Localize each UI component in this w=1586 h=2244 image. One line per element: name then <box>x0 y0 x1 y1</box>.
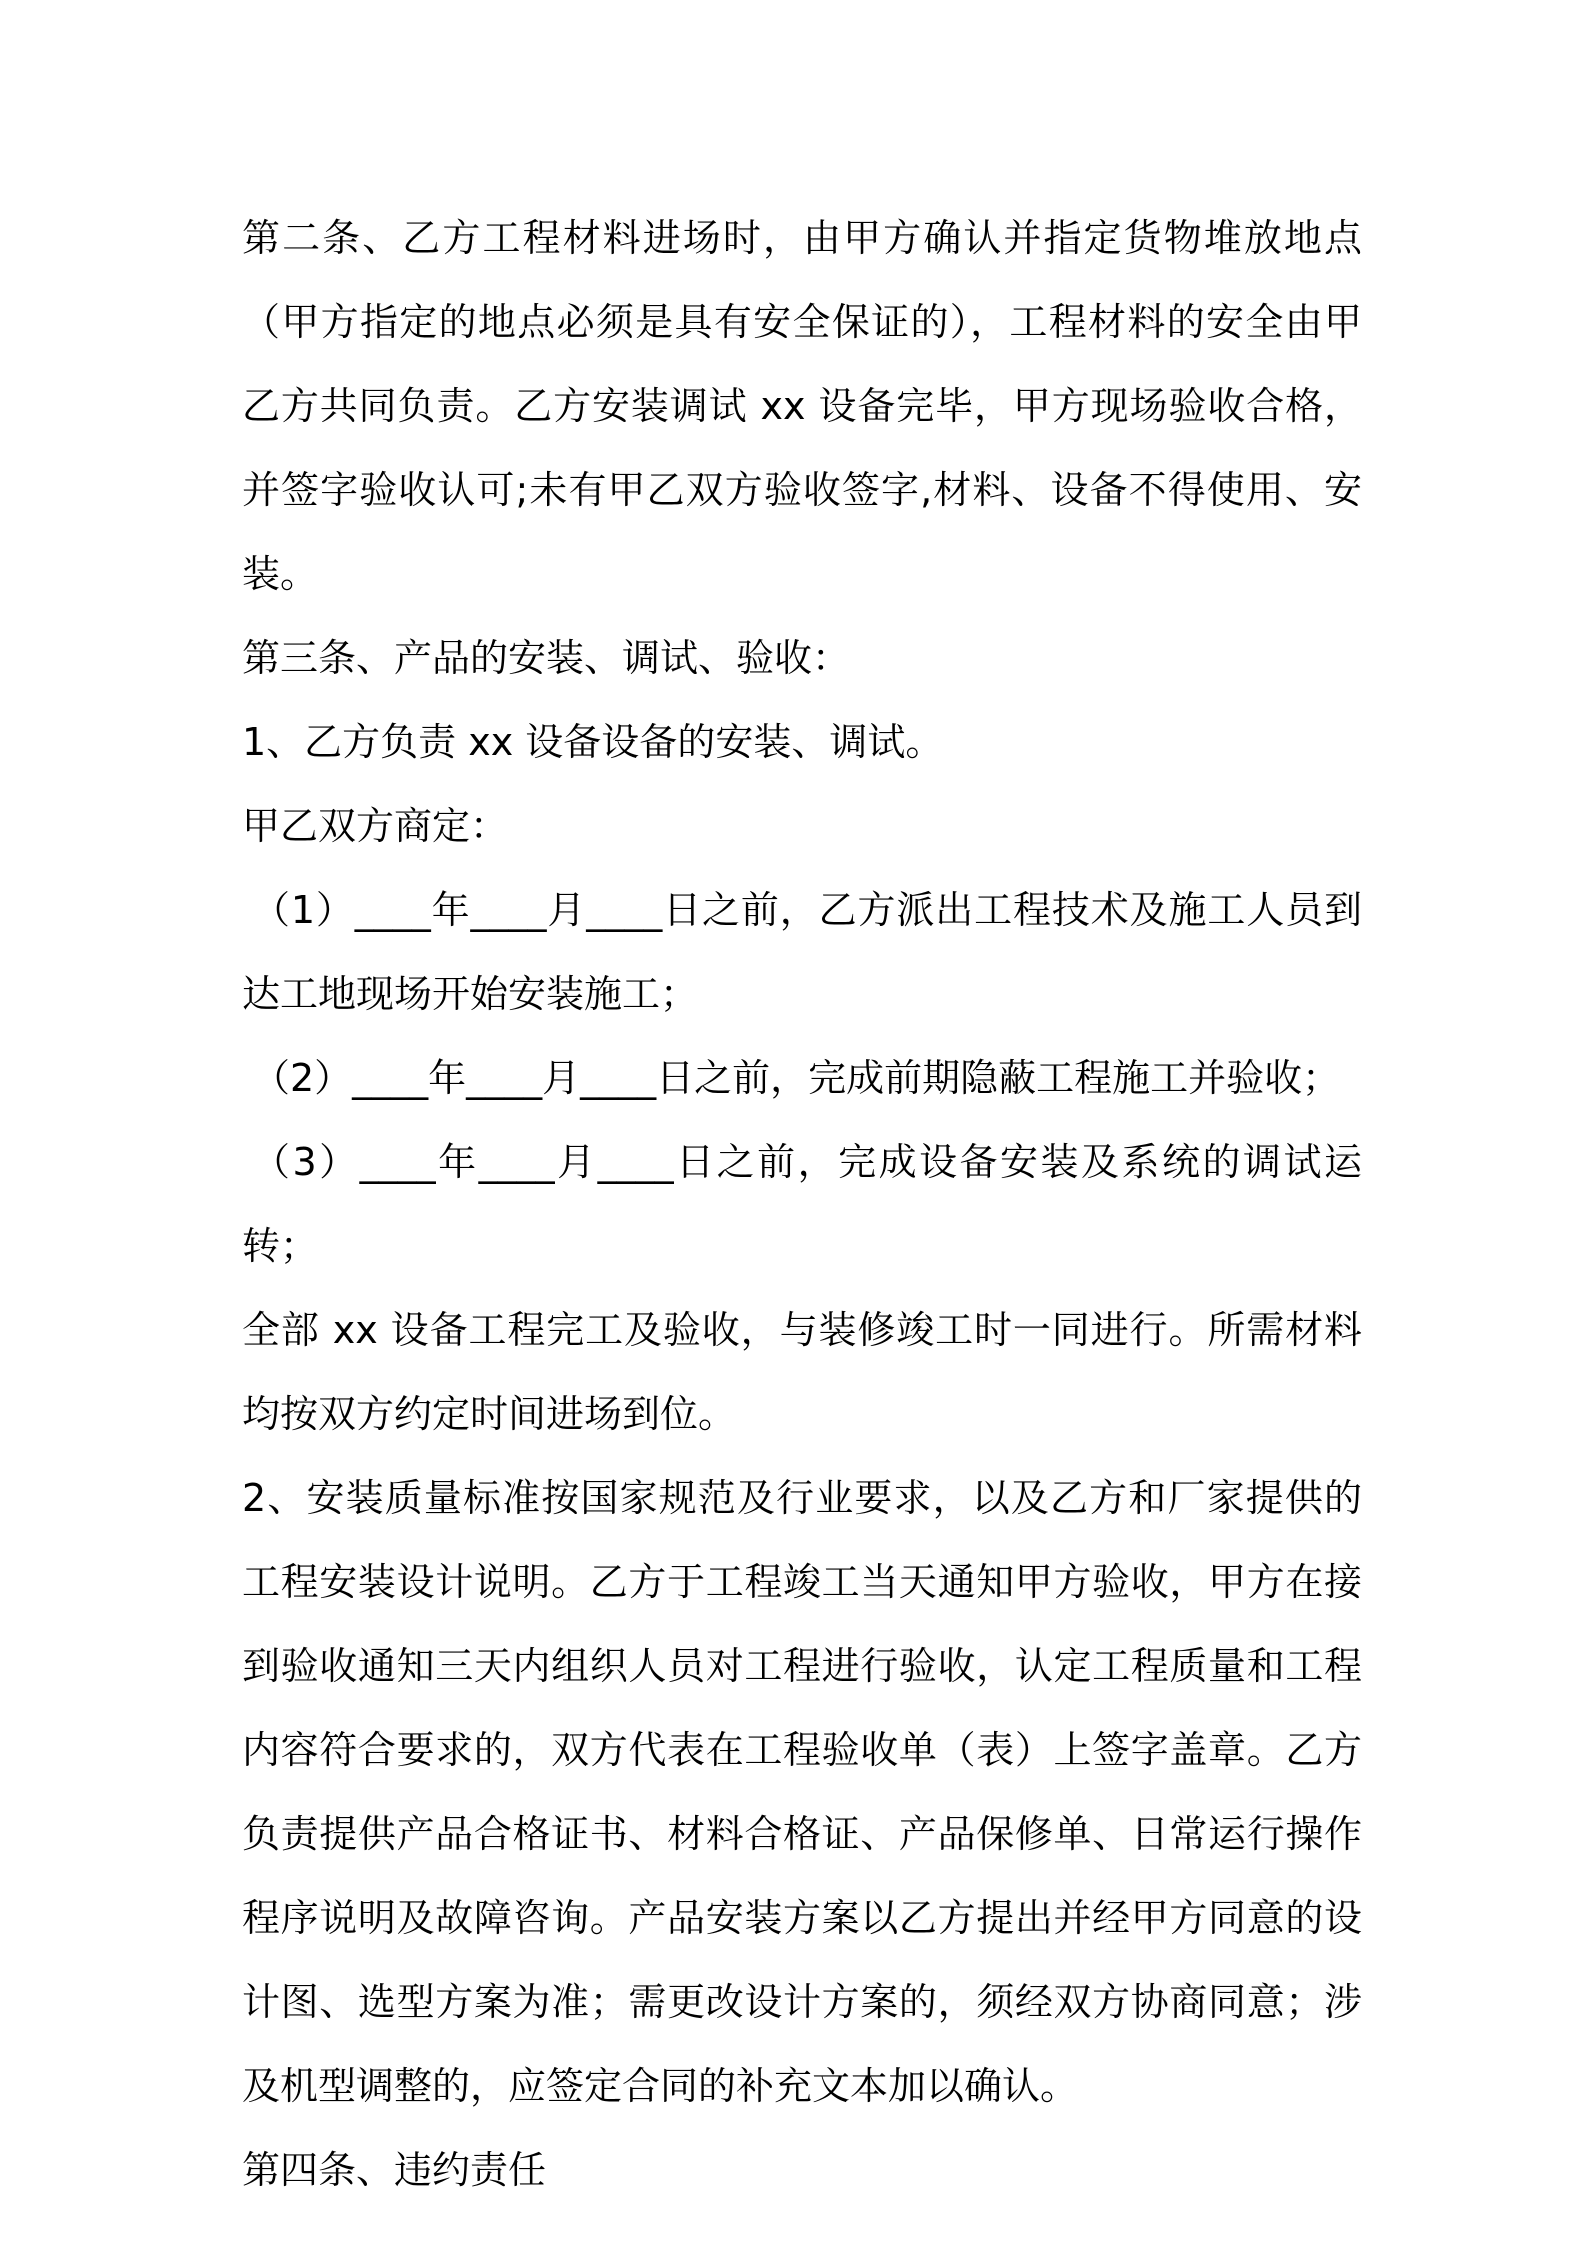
clause-2-paragraph: 2、安装质量标准按国家规范及行业要求，以及乙方和厂家提供的工程安装设计说明。乙方于工程竣工当天通知甲方验收，甲方在接到验收通知三天内组织人员对工程进行验收，认定工程质量和工程内容符合要求的，双方代表在工程验收单（表）上签字盖章。乙方负责提供产品合格证书、材料合格证、产品保修单、日常运行操作程序说明及故障咨询。产品安装方案以乙方提出并经甲方同意的设计图、选型方案为准；需更改设计方案的，须经双方协商同意；涉及机型调整的，应签定合同的补充文本加以确认。 <box>242 1476 1362 2108</box>
schedule-item-3: （3）____年____月____日之前，完成设备安装及系统的调试运转； <box>242 1140 1362 1268</box>
schedule-item-2: （2）____年____月____日之前，完成前期隐蔽工程施工并验收； <box>252 1056 1341 1100</box>
agreement-lead-paragraph: 甲乙双方商定： <box>242 804 509 848</box>
document-body <box>242 196 1362 2212</box>
article-3-heading: 第三条、产品的安装、调试、验收： <box>242 636 851 680</box>
article-2-paragraph: 第二条、乙方工程材料进场时，由甲方确认并指定货物堆放地点（甲方指定的地点必须是具有安全保证的），工程材料的安全由甲乙方共同负责。乙方安装调试 xx 设备完毕，甲方现场验收合格，并签字验收认可;未有甲乙双方验收签字,材料、设备不得使用、安装。 <box>242 216 1362 596</box>
clause-1-paragraph: 1、乙方负责 xx 设备设备的安装、调试。 <box>242 720 944 764</box>
article-4-heading: 第四条、违约责任 <box>242 2148 547 2192</box>
completion-paragraph: 全部 xx 设备工程完工及验收，与装修竣工时一同进行。所需材料均按双方约定时间进场到位。 <box>242 1308 1362 1436</box>
schedule-item-1: （1）____年____月____日之前，乙方派出工程技术及施工人员到达工地现场开始安装施工； <box>242 888 1362 1016</box>
